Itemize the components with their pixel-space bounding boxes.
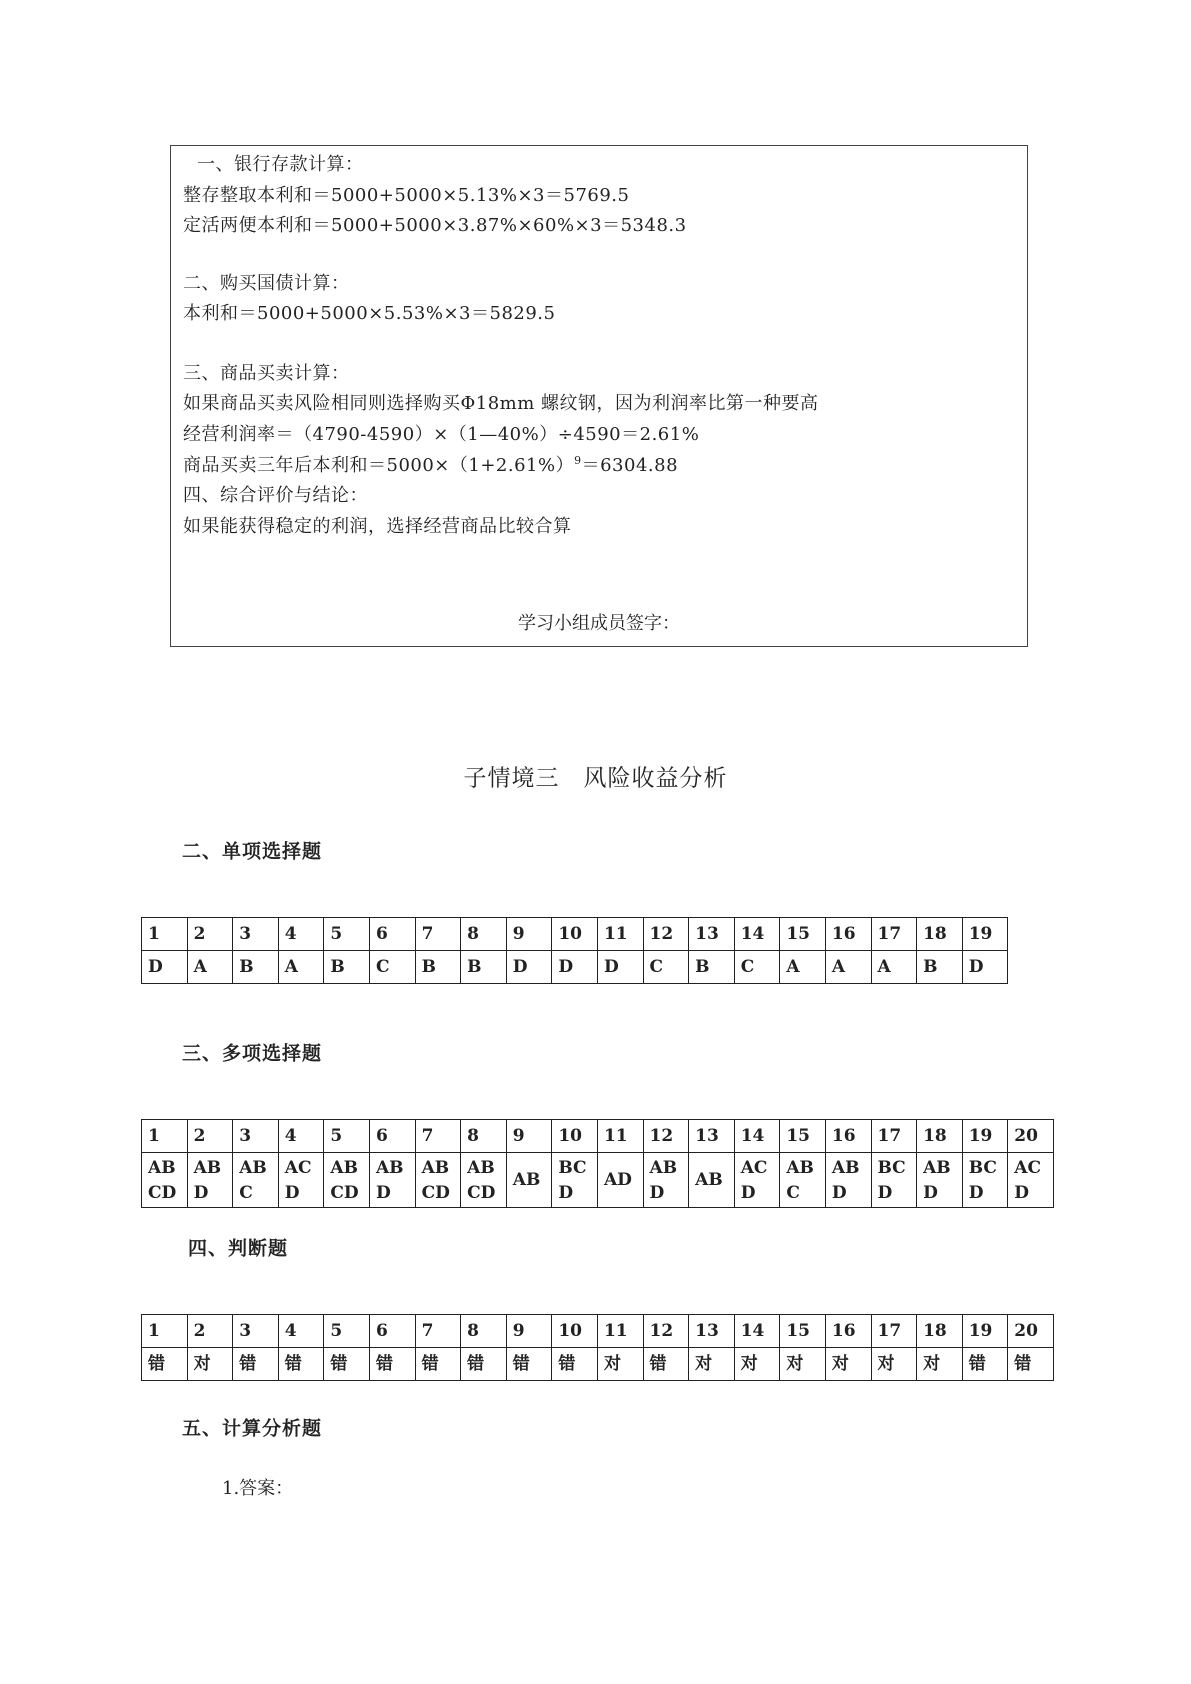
answer-cell: 错: [278, 1348, 324, 1381]
commodity-result-line: 商品买卖三年后本利和$=5000\times(1+2.61\%)^9=6304.88$: [183, 454, 679, 476]
question-number-cell: 4: [278, 1315, 324, 1348]
question-number-cell: 19: [962, 1120, 1008, 1153]
question-number-cell: 14: [734, 918, 780, 951]
answer-cell: [187, 1153, 233, 1208]
question-number-cell: 5: [324, 1120, 370, 1153]
question-number-cell: 14: [734, 1120, 780, 1153]
answer-cell: [142, 1153, 188, 1208]
answer-text: ABD: [193, 1157, 222, 1203]
answer-cell: 错: [369, 1348, 415, 1381]
question-number-cell: 7: [415, 1315, 461, 1348]
answer-cell: 对: [780, 1348, 826, 1381]
question-number-cell: 12: [643, 1120, 689, 1153]
answer-cell: 对: [597, 1348, 643, 1381]
multi-choice-table: [141, 1119, 1054, 1208]
question-number-cell: 13: [689, 1315, 735, 1348]
table-header-row: [142, 918, 1008, 951]
bond-heading: 二、购买国债计算：: [183, 273, 350, 294]
question-number-cell: 18: [917, 918, 963, 951]
question-number-cell: 7: [415, 918, 461, 951]
question-number-cell: 15: [780, 918, 826, 951]
answer-text: ABD: [923, 1157, 951, 1203]
question-number-cell: 17: [871, 1120, 917, 1153]
answer-cell: 错: [233, 1348, 279, 1381]
question-number-cell: 9: [506, 1120, 552, 1153]
answer-cell: A: [278, 951, 324, 984]
answer-cell: [962, 1153, 1008, 1208]
question-number-cell: 14: [734, 1315, 780, 1348]
answer-cell: A: [871, 951, 917, 984]
question-number-cell: 17: [871, 918, 917, 951]
question-number-cell: 10: [552, 918, 598, 951]
question-number-cell: 3: [233, 918, 279, 951]
fixed-deposit-line: 整存整取本利和＝5000+5000×5.13%×3＝5769.5: [183, 185, 630, 206]
bank-deposit-heading: 一、银行存款计算：: [197, 154, 364, 175]
question-number-cell: 4: [278, 1120, 324, 1153]
table-answer-row: [142, 951, 1008, 984]
answer-text: AD: [603, 1170, 632, 1190]
question-number-cell: 16: [825, 1315, 871, 1348]
answer-cell: 错: [461, 1348, 507, 1381]
answer-cell: [1008, 1153, 1054, 1208]
answer-text: ACD: [1014, 1157, 1042, 1203]
answer-cell: [415, 1153, 461, 1208]
question-number-cell: 19: [962, 1315, 1008, 1348]
page-title: 子情境三 风险收益分析: [463, 765, 728, 792]
conclusion-heading: 四、综合评价与结论：: [183, 485, 368, 506]
answer-cell: [278, 1153, 324, 1208]
answer-text: ABC: [786, 1157, 814, 1203]
answer-cell: 对: [917, 1348, 963, 1381]
answer-text: AB: [695, 1170, 723, 1190]
true-false-table: [141, 1314, 1054, 1381]
question-number-cell: 12: [643, 918, 689, 951]
answer-cell: D: [506, 951, 552, 984]
answer-cell: B: [233, 951, 279, 984]
answer-cell: [780, 1153, 826, 1208]
answer-cell: 对: [734, 1348, 780, 1381]
answer-cell: 错: [142, 1348, 188, 1381]
single-choice-heading: 二、单项选择题: [182, 840, 323, 863]
question-number-cell: 9: [506, 918, 552, 951]
question-number-cell: 19: [962, 918, 1008, 951]
answer-cell: 错: [962, 1348, 1008, 1381]
question-number-cell: 8: [461, 1315, 507, 1348]
answer-cell: 错: [1008, 1348, 1054, 1381]
question-number-cell: 3: [233, 1120, 279, 1153]
question-number-cell: 6: [369, 1120, 415, 1153]
answer-cell: B: [917, 951, 963, 984]
question-number-cell: 10: [552, 1120, 598, 1153]
answer-cell: 错: [415, 1348, 461, 1381]
table-header-row: [142, 1120, 1054, 1153]
answer-cell: B: [461, 951, 507, 984]
question-number-cell: 10: [552, 1315, 598, 1348]
flexible-deposit-line: 定活两便本利和＝5000+5000×3.87%×60%×3＝5348.3: [183, 215, 687, 236]
question-number-cell: 17: [871, 1315, 917, 1348]
answer-cell: 错: [324, 1348, 370, 1381]
answer-cell: [597, 1153, 643, 1208]
answer-cell: C: [643, 951, 689, 984]
question-number-cell: 2: [187, 1120, 233, 1153]
answer-text: BCD: [968, 1157, 997, 1203]
question-number-cell: 9: [506, 1315, 552, 1348]
answer-text: ABCD: [148, 1157, 177, 1203]
question-number-cell: 11: [597, 1315, 643, 1348]
answer-cell: B: [324, 951, 370, 984]
commodity-heading: 三、商品买卖计算：: [183, 363, 350, 384]
question-number-cell: 8: [461, 918, 507, 951]
answer-1-label: 1.答案：: [222, 1478, 294, 1499]
answer-cell: A: [187, 951, 233, 984]
answer-cell: D: [597, 951, 643, 984]
answer-text: ACD: [284, 1157, 312, 1203]
question-number-cell: 6: [369, 1315, 415, 1348]
answer-text: ABC: [239, 1157, 267, 1203]
answer-cell: [324, 1153, 370, 1208]
question-number-cell: 5: [324, 918, 370, 951]
question-number-cell: 18: [917, 1120, 963, 1153]
answer-cell: [233, 1153, 279, 1208]
answer-cell: 对: [871, 1348, 917, 1381]
question-number-cell: 13: [689, 918, 735, 951]
answer-cell: A: [825, 951, 871, 984]
answer-text: ABCD: [330, 1157, 359, 1203]
answer-cell: [461, 1153, 507, 1208]
answer-text: ABD: [649, 1157, 678, 1203]
question-number-cell: 3: [233, 1315, 279, 1348]
answer-cell: D: [962, 951, 1008, 984]
question-number-cell: 4: [278, 918, 324, 951]
answer-cell: D: [142, 951, 188, 984]
signature-label: 学习小组成员签字：: [518, 613, 680, 634]
answer-cell: 对: [825, 1348, 871, 1381]
question-number-cell: 20: [1008, 1315, 1054, 1348]
question-number-cell: 16: [825, 1120, 871, 1153]
answer-cell: 错: [643, 1348, 689, 1381]
question-number-cell: 20: [1008, 1120, 1054, 1153]
answer-text: ABD: [375, 1157, 404, 1203]
answer-text: BCD: [877, 1157, 906, 1203]
answer-cell: [871, 1153, 917, 1208]
question-number-cell: 18: [917, 1315, 963, 1348]
commodity-choice-line: 如果商品买卖风险相同则选择购买Φ18mm 螺纹钢，因为利润率比第一种要高: [183, 393, 819, 414]
question-number-cell: 5: [324, 1315, 370, 1348]
answer-cell: 对: [689, 1348, 735, 1381]
table-answer-row: [142, 1153, 1054, 1208]
question-number-cell: 2: [187, 1315, 233, 1348]
question-number-cell: 1: [142, 918, 188, 951]
answer-cell: B: [689, 951, 735, 984]
answer-cell: [643, 1153, 689, 1208]
answer-cell: [825, 1153, 871, 1208]
calc-analysis-heading: 五、计算分析题: [182, 1417, 323, 1440]
question-number-cell: 16: [825, 918, 871, 951]
question-number-cell: 6: [369, 918, 415, 951]
answer-text: ABCD: [421, 1157, 450, 1203]
answer-cell: [552, 1153, 598, 1208]
answer-cell: [369, 1153, 415, 1208]
multi-choice-heading: 三、多项选择题: [182, 1042, 323, 1065]
answer-cell: 错: [552, 1348, 598, 1381]
answer-cell: C: [369, 951, 415, 984]
question-number-cell: 15: [780, 1120, 826, 1153]
answer-cell: C: [734, 951, 780, 984]
answer-cell: 对: [187, 1348, 233, 1381]
bond-line: 本利和＝5000+5000×5.53%×3＝5829.5: [183, 303, 556, 324]
profit-rate-line: 经营利润率＝（4790-4590）×（1—40%）÷4590＝2.61%: [183, 424, 700, 445]
answer-text: ACD: [740, 1157, 768, 1203]
answer-cell: [506, 1153, 552, 1208]
answer-text: BCD: [558, 1157, 587, 1203]
table-header-row: [142, 1315, 1054, 1348]
answer-text: AB: [512, 1170, 541, 1190]
question-number-cell: 15: [780, 1315, 826, 1348]
question-number-cell: 8: [461, 1120, 507, 1153]
conclusion-line: 如果能获得稳定的利润，选择经营商品比较合算: [183, 516, 572, 537]
question-number-cell: 11: [597, 1120, 643, 1153]
question-number-cell: 11: [597, 918, 643, 951]
question-number-cell: 2: [187, 918, 233, 951]
question-number-cell: 13: [689, 1120, 735, 1153]
table-answer-row: [142, 1348, 1054, 1381]
question-number-cell: 1: [142, 1120, 188, 1153]
answer-cell: [917, 1153, 963, 1208]
answer-text: ABCD: [467, 1157, 496, 1203]
answer-cell: [689, 1153, 735, 1208]
question-number-cell: 12: [643, 1315, 689, 1348]
question-number-cell: 7: [415, 1120, 461, 1153]
answer-cell: 错: [506, 1348, 552, 1381]
answer-cell: A: [780, 951, 826, 984]
true-false-heading: 四、判断题: [188, 1237, 289, 1260]
answer-cell: [734, 1153, 780, 1208]
calculation-box: [170, 145, 1028, 647]
answer-cell: B: [415, 951, 461, 984]
single-choice-table: [141, 917, 1008, 984]
answer-text: ABD: [831, 1157, 860, 1203]
question-number-cell: 1: [142, 1315, 188, 1348]
answer-cell: D: [552, 951, 598, 984]
